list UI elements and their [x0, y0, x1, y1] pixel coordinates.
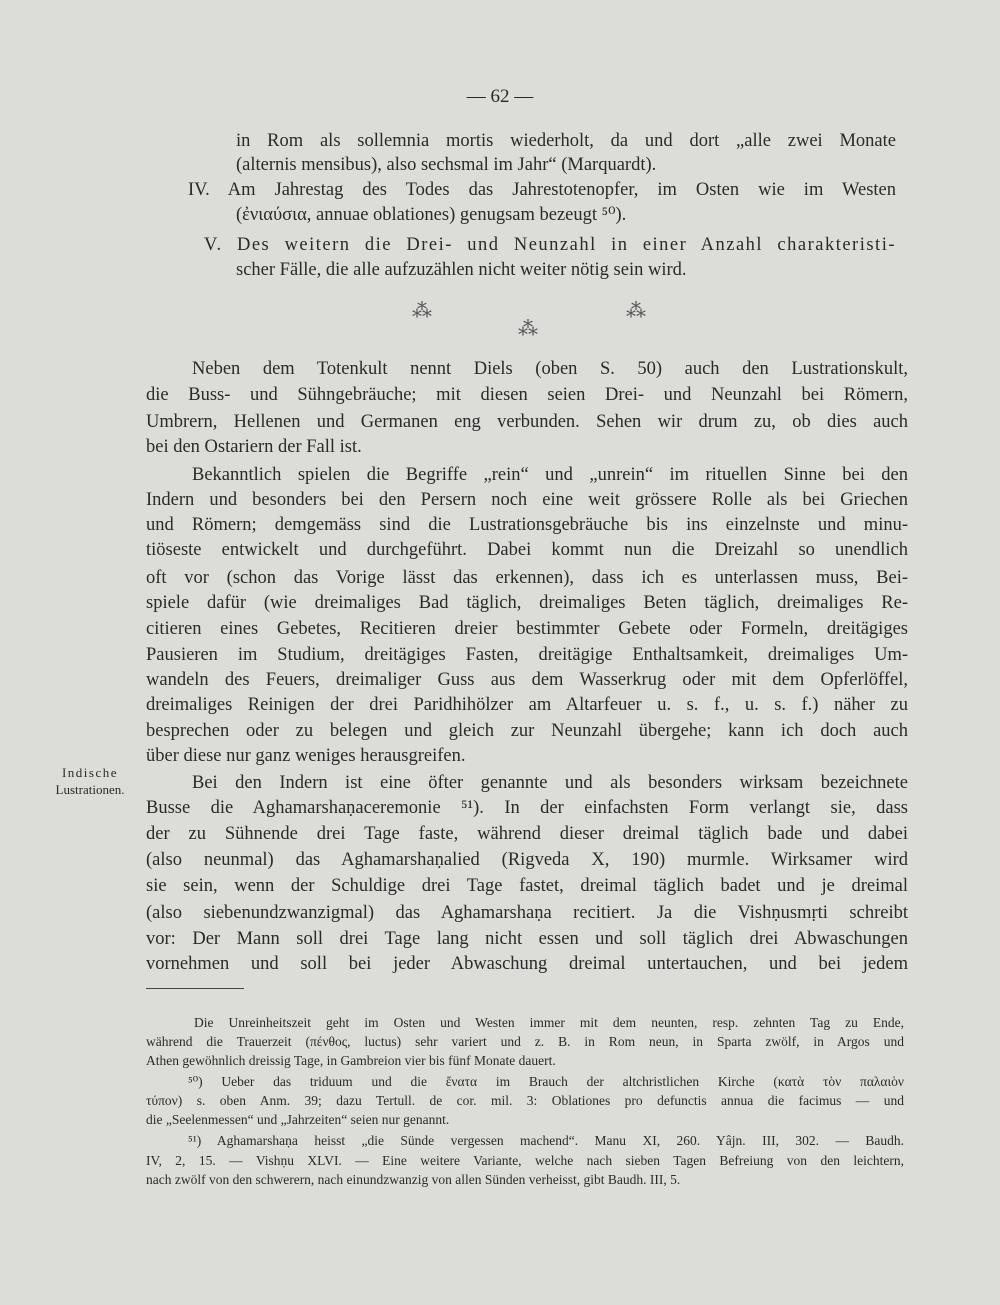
text-line: Indern und besonders bei den Persern noch eine weit grössere Rolle als bei Griechen — [146, 490, 908, 510]
text-line: V. Des weitern die Drei- und Neunzahl in einer Anzahl charakteristi- — [204, 235, 896, 255]
asterism-star: ⁂ — [518, 318, 538, 340]
text-line: (also neunmal) das Aghamarshaṇalied (Rigveda X, 190) murmle. Wirksamer wird — [146, 850, 908, 870]
text-line: bei den Ostariern der Fall ist. — [146, 437, 362, 457]
text-line: sie sein, wenn der Schuldige drei Tage fastet, dreimal täglich badet und je dreimal — [146, 876, 908, 896]
asterism-star: ⁂ — [626, 300, 646, 322]
text-line: (ἐνιαύσια, annuae oblationes) genugsam bezeugt ⁵⁰). — [236, 205, 627, 225]
text-line: über diese nur ganz weniges herausgreifen. — [146, 746, 466, 766]
text-line: dreimaliges Reinigen der drei Paridhihölzer am Altarfeuer u. s. f., u. s. f.) näher zu — [146, 695, 908, 715]
text-line: IV. Am Jahrestag des Todes das Jahrestotenopfer, im Osten wie im Westen — [188, 180, 896, 200]
footnote-line: Athen gewöhnlich dreissig Tage, in Gambreion vier bis fünf Monate dauert. — [146, 1053, 556, 1068]
text-line: Neben dem Totenkult nennt Diels (oben S. 50) auch den Lustrationskult, — [192, 359, 908, 379]
text-line: Bekanntlich spielen die Begriffe „rein“ und „unrein“ im rituellen Sinne bei den — [192, 465, 908, 485]
margin-note-line: Lustrationen. — [55, 782, 125, 797]
footnote-line: ⁵⁰) Ueber das triduum und die ἔνατα im Brauch der altchristlichen Kirche (κατὰ τὸν παλαιὸν — [188, 1074, 904, 1089]
text-line: spiele dafür (wie dreimaliges Bad täglich, dreimaliges Beten täglich, dreimaliges Re- — [146, 593, 908, 613]
text-line: der zu Sühnende drei Tage faste, während dieser dreimal täglich bade und dabei — [146, 824, 908, 844]
text-line: besprechen oder zu belegen und gleich zur Neunzahl übergehe; kann ich doch auch — [146, 721, 908, 741]
margin-note-line: Indische — [61, 765, 119, 780]
text-line: (alternis mensibus), also sechsmal im Jahr“ (Marquardt). — [236, 155, 657, 175]
footnote-line: die „Seelenmessen“ und „Jahrzeiten“ seien nur genannt. — [146, 1112, 450, 1127]
text-line: in Rom als sollemnia mortis wiederholt, da und dort „alle zwei Monate — [236, 131, 896, 151]
page-number: — 62 — — [466, 86, 534, 107]
footnote-line: Die Unreinheitszeit geht im Osten und Westen immer mit dem neunten, resp. zehnten Tag zu Ende, — [194, 1015, 904, 1030]
text-line: Pausieren im Studium, dreitägiges Fasten, dreitägige Enthaltsamkeit, dreimaliges Um- — [146, 645, 908, 665]
text-line: (also siebenundzwanzigmal) das Aghamarshaṇa recitiert. Ja die Vishṇusmṛti schreibt — [146, 903, 908, 923]
text-line: tiöseste entwickelt und durchgeführt. Dabei kommt nun die Dreizahl so unendlich — [146, 540, 908, 560]
text-line: und Römern; demgemäss sind die Lustrationsgebräuche bis ins einzelnste und minu- — [146, 515, 908, 535]
text-line: citieren eines Gebetes, Recitieren dreier bestimmter Gebete oder Formeln, dreitägiges — [146, 619, 908, 639]
asterism-star: ⁂ — [412, 300, 432, 322]
text-line: Umbrern, Hellenen und Germanen eng verbunden. Sehen wir drum zu, ob dies auch — [146, 412, 908, 432]
margin-note — [40, 764, 140, 798]
text-line: Busse die Aghamarshaṇaceremonie ⁵¹). In der einfachsten Form verlangt sie, dass — [146, 798, 908, 818]
text-line: wandeln des Feuers, dreimaliger Guss aus dem Wasserkrug oder mit dem Opferlöffel, — [146, 670, 908, 690]
footnote-rule — [146, 988, 244, 989]
text-line: oft vor (schon das Vorige lässt das erkennen), dass ich es unterlassen muss, Bei- — [146, 568, 908, 588]
text-line: die Buss- und Sühngebräuche; mit diesen seien Drei- und Neunzahl bei Römern, — [146, 385, 908, 405]
text-line: Bei den Indern ist eine öfter genannte und als besonders wirksam bezeichnete — [192, 773, 908, 793]
footnote-line: ⁵¹) Aghamarshaṇa heisst „die Sünde vergessen machend“. Manu XI, 260. Yâjn. III, 302. — Baudh. — [188, 1133, 904, 1148]
text-line: vornehmen und soll bei jeder Abwaschung dreimal untertauchen, und bei jedem — [146, 954, 908, 974]
footnote-line: nach zwölf von den schwerern, nach einundzwanzig von allen Sünden verheisst, gibt Baudh. III, 5. — [146, 1172, 681, 1187]
text-line: vor: Der Mann soll drei Tage lang nicht essen und soll täglich drei Abwaschungen — [146, 929, 908, 949]
footnote-line: während die Trauerzeit (πένθος, luctus) sehr variert und z. B. in Rom neun, in Sparta zwölf, in Argos und — [146, 1034, 904, 1049]
text-line: scher Fälle, die alle aufzuzählen nicht weiter nötig sein wird. — [236, 260, 687, 280]
footnote-line: τύπον) s. oben Anm. 39; dazu Tertull. de cor. mil. 3: Oblationes pro defunctis annua die facimus — und — [146, 1093, 904, 1108]
footnote-line: IV, 2, 15. — Vishṇu XLVI. — Eine weitere Variante, welche nach sieben Tagen Befreiung von den leichtern, — [146, 1153, 904, 1168]
